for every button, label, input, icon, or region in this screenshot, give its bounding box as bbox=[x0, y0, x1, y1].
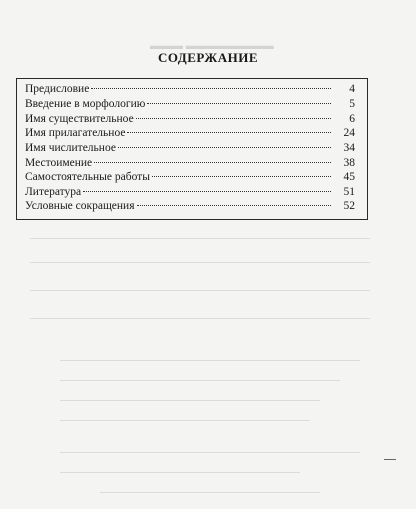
toc-entry-label: Литература bbox=[25, 186, 82, 198]
page-title: СОДЕРЖАНИЕ bbox=[157, 50, 259, 65]
show-through-line bbox=[60, 452, 360, 453]
toc-entry bbox=[25, 127, 355, 141]
toc-entry-page: 24 bbox=[343, 127, 355, 139]
toc-entry-page: 34 bbox=[343, 142, 355, 154]
toc-entry-page: 4 bbox=[349, 83, 355, 95]
show-through-line bbox=[30, 318, 370, 319]
toc-entry bbox=[25, 200, 355, 214]
toc-entry-page: 51 bbox=[343, 186, 355, 198]
show-through-line bbox=[30, 238, 370, 239]
toc-entry-label: Имя существительное bbox=[25, 113, 134, 125]
toc-leader-dots bbox=[136, 118, 331, 119]
show-through-line bbox=[60, 380, 340, 381]
toc-entry-page: 52 bbox=[343, 200, 355, 212]
toc-entry bbox=[25, 171, 355, 185]
toc-entry bbox=[25, 98, 355, 112]
toc-entry bbox=[25, 157, 355, 171]
toc-entry bbox=[25, 113, 355, 127]
toc-entry bbox=[25, 186, 355, 200]
toc-leader-dots bbox=[147, 103, 331, 104]
show-through-line bbox=[60, 472, 300, 473]
show-through-line bbox=[30, 262, 370, 263]
toc-leader-dots bbox=[118, 147, 331, 148]
toc-entry-page: 5 bbox=[349, 98, 355, 110]
toc-entry bbox=[25, 83, 355, 97]
toc-entry-page: 38 bbox=[343, 157, 355, 169]
toc-leader-dots bbox=[83, 191, 331, 192]
show-through-line bbox=[60, 360, 360, 361]
toc-leader-dots bbox=[94, 162, 331, 163]
page-mark bbox=[384, 459, 396, 460]
toc-entry-label: Имя прилагательное bbox=[25, 127, 126, 139]
toc-entry bbox=[25, 142, 355, 156]
toc-entry-label: Имя числительное bbox=[25, 142, 116, 154]
show-through-line bbox=[60, 420, 310, 421]
toc-entry-label: Местоимение bbox=[25, 157, 93, 169]
toc-entry-label: Самостоятельные работы bbox=[25, 171, 150, 183]
toc-leader-dots bbox=[127, 132, 331, 133]
toc-leader-dots bbox=[137, 205, 332, 206]
show-through-line bbox=[60, 400, 320, 401]
show-through-line bbox=[100, 492, 320, 493]
toc-entry-label: Предисловие bbox=[25, 83, 90, 95]
toc-entry-page: 45 bbox=[343, 171, 355, 183]
show-through-text: ▬▬▬ ▬▬▬▬▬▬▬▬ bbox=[150, 40, 274, 52]
toc-leader-dots bbox=[152, 176, 331, 177]
toc-entry-label: Введение в морфологию bbox=[25, 98, 146, 110]
toc-leader-dots bbox=[91, 88, 331, 89]
toc-entry-label: Условные сокращения bbox=[25, 200, 135, 212]
show-through-line bbox=[30, 290, 370, 291]
toc-entry-page: 6 bbox=[349, 113, 355, 125]
